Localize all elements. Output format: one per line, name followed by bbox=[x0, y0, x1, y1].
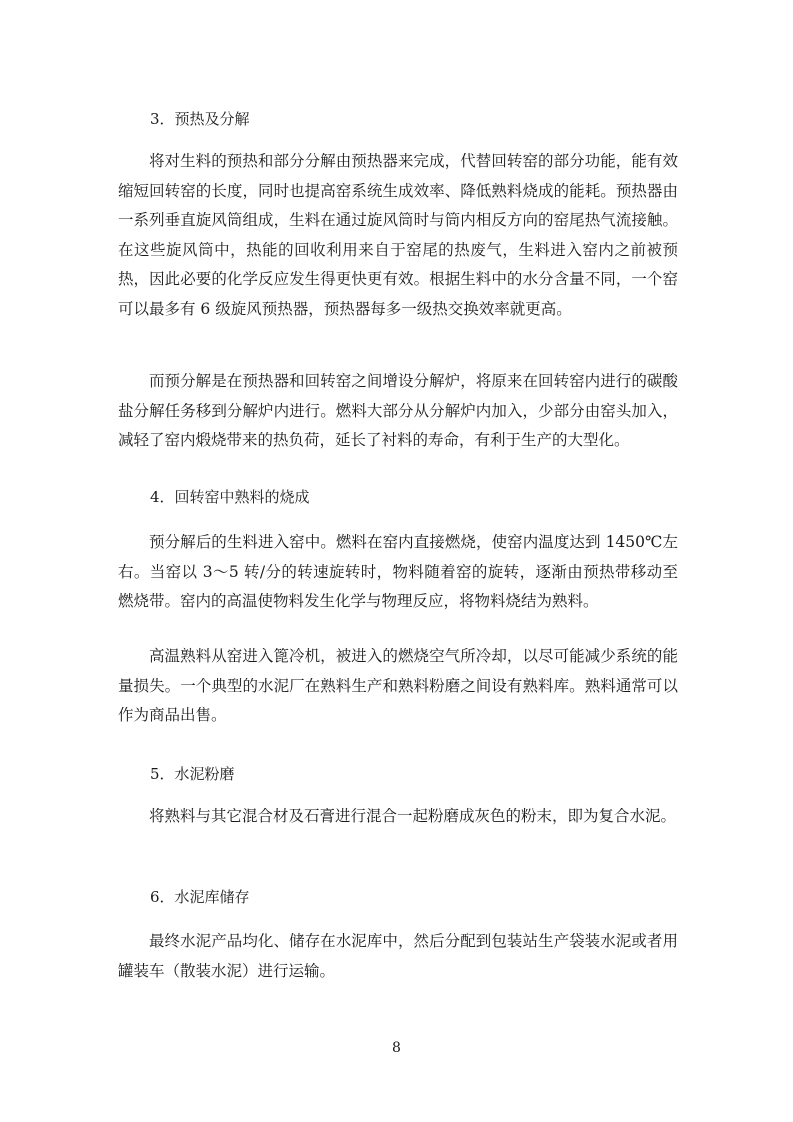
page-number: 8 bbox=[392, 1040, 401, 1056]
section-heading-preheating: 3．预热及分解 bbox=[150, 110, 250, 128]
paragraph-cement-storage: 最终水泥产品均化、储存在水泥库中，然后分配到包装站生产袋装水泥或者用罐装车（散装水泥）进行运输。 bbox=[118, 932, 678, 980]
paragraph-precalciner: 而预分解是在预热器和回转窑之间增设分解炉，将原来在回转窑内进行的碳酸盐分解任务移到分解炉内进行。燃料大部分从分解炉内加入，少部分由窑头加入，减轻了窑内煅烧带来的热负荷，延长了衬料的寿命，有利于生产的大型化。 bbox=[118, 372, 678, 450]
paragraph-preheater: 将对生料的预热和部分分解由预热器来完成，代替回转窑的部分功能，能有效缩短回转窑的长度，同时也提高窑系统生成效率、降低熟料烧成的能耗。预热器由一系列垂直旋风筒组成，生料在通过旋风筒时与筒内相反方向的窑尾热气流接触。在这些旋风筒中，热能的回收利用来自于窑尾的热废气，生料进入窑内之前被预热，因此必要的化学反应发生得更快更有效。根据生料中的水分含量不同，一个窑可以最多有 6 级旋风预热器，预热器每多一级热交换效率就更高。 bbox=[118, 152, 678, 318]
paragraph-cement-grinding: 将熟料与其它混合材及石膏进行混合一起粉磨成灰色的粉末，即为复合水泥。 bbox=[149, 807, 677, 825]
paragraph-kiln-burning: 预分解后的生料进入窑中。燃料在窑内直接燃烧，使窑内温度达到 1450℃左右。当窑以 3～5 转/分的转速旋转时，物料随着窑的旋转，逐渐由预热带移动至燃烧带。窑内的高温使物料发生化学与物理反应，将物料烧结为熟料。 bbox=[118, 533, 678, 611]
paragraph-clinker-cooling: 高温熟料从窑进入篦冷机，被进入的燃烧空气所冷却，以尽可能减少系统的能量损失。一个典型的水泥厂在熟料生产和熟料粉磨之间设有熟料库。熟料通常可以作为商品出售。 bbox=[118, 647, 678, 725]
section-heading-storage: 6．水泥库储存 bbox=[150, 888, 250, 906]
section-heading-grinding: 5．水泥粉磨 bbox=[150, 765, 235, 783]
section-heading-kiln: 4．回转窑中熟料的烧成 bbox=[150, 488, 310, 506]
